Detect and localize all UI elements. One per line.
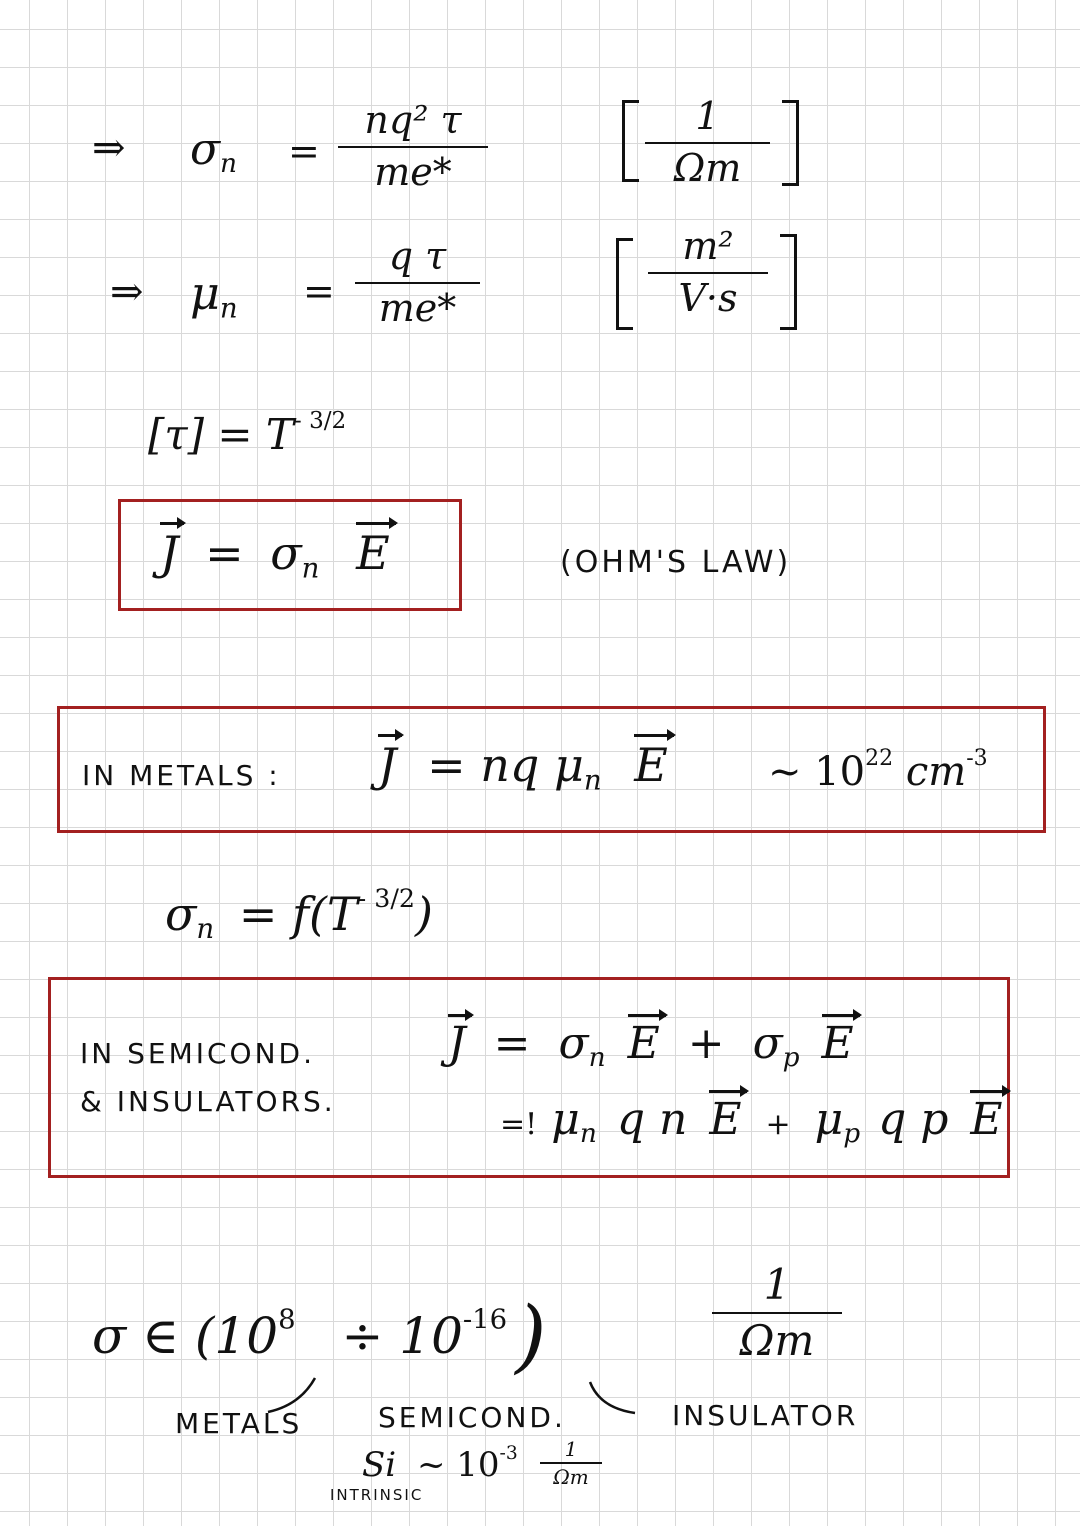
sigma-denominator: me* xyxy=(374,149,452,194)
range-unit-num: 1 xyxy=(763,1260,791,1309)
semicond-label-line1: IN SEMICOND. xyxy=(80,1037,315,1070)
conductivity-unit xyxy=(645,96,770,190)
silicon-unit xyxy=(540,1438,602,1488)
silicon-conductivity: Si ~ $10^{-3}$ xyxy=(362,1443,518,1485)
equals-2: = xyxy=(303,269,335,313)
mobility-unit xyxy=(648,226,768,320)
semicond-range-label: SEMICOND. xyxy=(378,1401,566,1434)
metals-range-label: METALS xyxy=(175,1407,303,1440)
unit-den-1: Ωm xyxy=(673,145,742,190)
semicond-box xyxy=(48,977,1010,1178)
implies-arrow-2: ⇒ xyxy=(110,269,144,315)
equals-1: = xyxy=(288,129,320,173)
sigma-numerator: nq² τ xyxy=(364,98,462,142)
metals-label: IN METALS : xyxy=(82,759,281,792)
intrinsic-label: INTRINSIC xyxy=(330,1486,424,1504)
insulator-connector xyxy=(590,1382,635,1413)
conductivity-range: σ ∈ ($10^8 \div 10^{-16}$ ) xyxy=(92,1289,547,1382)
mu-n-label: $\mu_n$ xyxy=(190,266,238,325)
metals-equation: J = nq $\mu_n$ E xyxy=(378,738,668,797)
si-unit-num: 1 xyxy=(564,1437,578,1461)
unit-bracket-right-2 xyxy=(780,234,797,330)
metals-carrier-density: ~ $10^{22}$ $cm^{-3}$ xyxy=(768,746,988,795)
unit-bracket-left-2 xyxy=(616,238,633,330)
unit-num-2: m² xyxy=(682,224,734,268)
semicond-equation-line1: $J = \sigma_n$ $E + \sigma_p$ E xyxy=(448,1018,854,1073)
insulator-range-label: INSULATOR xyxy=(672,1399,859,1432)
conductivity-temperature: $\sigma_n = f(T^{- 3/2})$ xyxy=(165,884,433,946)
semicond-equation-line2: =! $\mu_n$ q n $E + \mu_p$ q p E xyxy=(500,1094,1003,1149)
sigma-fraction xyxy=(338,100,488,194)
mobility-numerator: q τ xyxy=(388,234,447,278)
unit-num-1: 1 xyxy=(695,94,720,138)
range-unit xyxy=(712,1262,842,1364)
ohm-law-equation: $J = \sigma_n$ E xyxy=(160,526,390,585)
si-unit-den: Ωm xyxy=(553,1464,589,1489)
semicond-label-line2: & INSULATORS. xyxy=(80,1085,336,1118)
ohm-law-note: (OHM'S LAW) xyxy=(560,545,792,580)
mobility-denominator: me* xyxy=(378,285,457,330)
mobility-fraction xyxy=(355,236,480,330)
unit-bracket-right-1 xyxy=(782,100,799,186)
range-unit-den: Ωm xyxy=(739,1316,815,1366)
unit-bracket-left-1 xyxy=(622,100,639,182)
unit-den-2: V·s xyxy=(678,275,738,320)
tau-temperature-relation: $[\tau] = T^{- 3/2}$ xyxy=(148,408,347,459)
sigma-n-label: $\sigma_n$ xyxy=(190,124,238,179)
implies-arrow-1: ⇒ xyxy=(92,125,126,171)
